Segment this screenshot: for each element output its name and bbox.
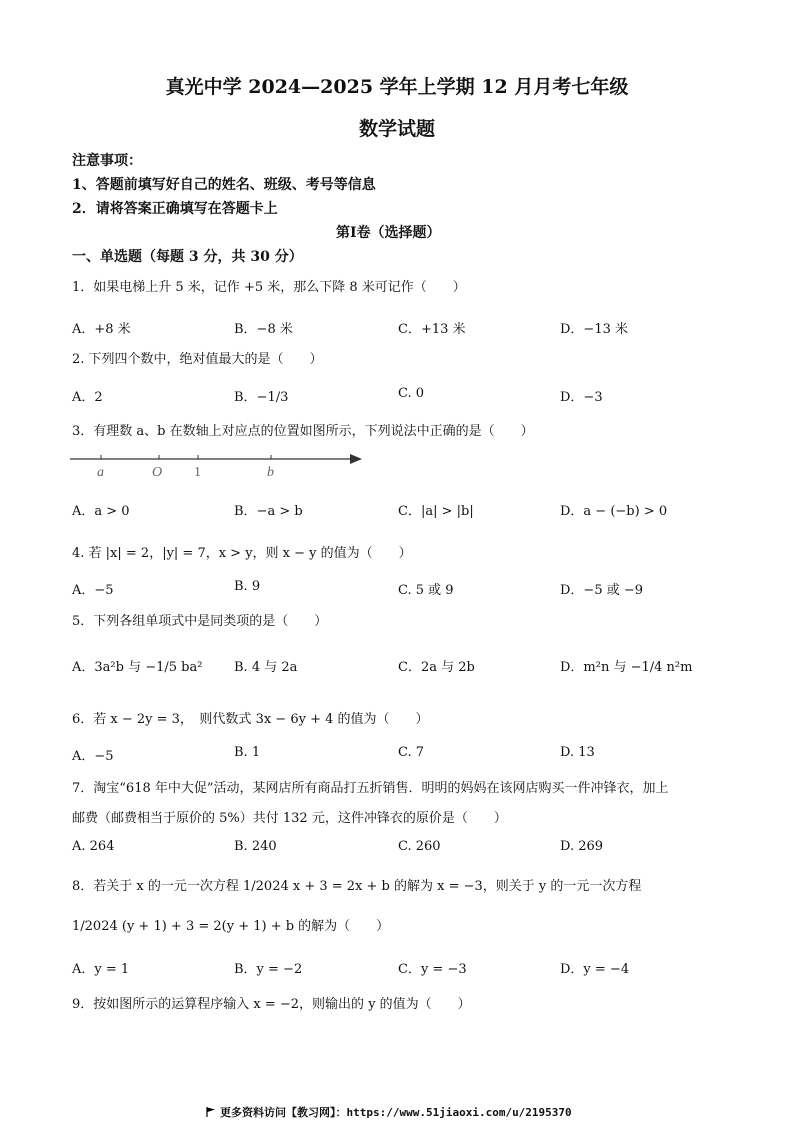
question-3-stem: 3．有理数 a、b 在数轴上对应点的位置如图所示，下列说法中正确的是（ ） [72, 424, 534, 439]
q2-option-d: D．−3 [560, 390, 603, 405]
part-heading: 一、单选题（每题 3 分，共 30 分） [72, 249, 303, 265]
q3-option-d: D．a − (−b) > 0 [560, 504, 668, 519]
q8-option-a: A．y = 1 [72, 962, 130, 977]
q1-option-c: C．+13 米 [398, 322, 466, 337]
q1-option-d: D．−13 米 [560, 322, 628, 337]
q6-option-d: D. 13 [560, 745, 595, 760]
q8-option-c: C．y = −3 [398, 962, 467, 977]
question-8-stem-line1: 8．若关于 x 的一元一次方程 1/2024 x + 3 = 2x + b 的解为 x = −3，则关于 y 的一元一次方程 [72, 879, 642, 894]
q8-option-b: B．y = −2 [234, 962, 303, 977]
q1-option-a: A．+8 米 [72, 322, 131, 337]
q2-option-a: A．2 [72, 390, 103, 405]
flag-icon [206, 1107, 216, 1117]
q4-option-a: A．−5 [72, 583, 114, 598]
q5-option-d: D．m²n 与 −1/4 n²m [560, 660, 693, 675]
q6-option-c: C. 7 [398, 745, 425, 760]
number-line-figure [70, 446, 370, 480]
q5-option-b: B. 4 与 2a [234, 660, 298, 675]
q6-option-a: A．−5 [72, 749, 114, 764]
notice-item-1: 1、答题前填写好自己的姓名、班级、考号等信息 [72, 177, 376, 193]
q8-option-d: D．y = −4 [560, 962, 630, 977]
q3-option-a: A．a > 0 [72, 504, 130, 519]
footer-link[interactable] [206, 1104, 572, 1120]
question-4-stem: 4. 若 |x| = 2，|y| = 7，x > y，则 x − y 的值为（ ） [72, 546, 412, 561]
q3-option-c: C．|a| > |b| [398, 504, 474, 519]
q2-option-c: C. 0 [398, 386, 425, 401]
notice-item-2: 2．请将答案正确填写在答题卡上 [72, 201, 278, 217]
q5-option-a: A．3a²b 与 −1/5 ba² [72, 660, 203, 675]
label-a: a [97, 465, 104, 480]
number-line-arrow-icon [350, 454, 362, 464]
q6-option-b: B. 1 [234, 745, 261, 760]
question-2-stem: 2. 下列四个数中，绝对值最大的是（ ） [72, 352, 323, 367]
notice-heading: 注意事项： [72, 153, 142, 169]
exam-subtitle: 数学试题 [358, 118, 435, 140]
footer-text: 更多资料访问【教习网】：https://www.51jiaoxi.com/u/2195370 [220, 1106, 572, 1119]
q7-option-a: A. 264 [72, 839, 115, 854]
question-6-stem: 6．若 x − 2y = 3， 则代数式 3x − 6y + 4 的值为（ ） [72, 712, 429, 727]
q7-option-d: D. 269 [560, 839, 604, 854]
exam-title: 真光中学 2024—2025 学年上学期 12 月月考七年级 [165, 76, 629, 98]
section-heading: 第Ⅰ卷（选择题） [336, 225, 441, 241]
question-5-stem: 5．下列各组单项式中是同类项的是（ ） [72, 614, 328, 629]
label-1: 1 [194, 465, 201, 480]
q5-option-c: C．2a 与 2b [398, 660, 475, 675]
q4-option-d: D．−5 或 −9 [560, 583, 644, 598]
question-9-stem: 9．按如图所示的运算程序输入 x = −2，则输出的 y 的值为（ ） [72, 997, 471, 1012]
q3-option-b: B．−a > b [234, 504, 303, 519]
q7-option-c: C. 260 [398, 839, 441, 854]
q2-option-b: B．−1/3 [234, 390, 289, 405]
q1-option-b: B．−8 米 [234, 322, 293, 337]
q4-option-b: B. 9 [234, 579, 261, 594]
question-1-stem: 1．如果电梯上升 5 米，记作 +5 米，那么下降 8 米可记作（ ） [72, 280, 466, 295]
label-o: O [152, 465, 163, 480]
question-8-stem-line2: 1/2024 (y + 1) + 3 = 2(y + 1) + b 的解为（ ） [72, 919, 390, 934]
q7-option-b: B. 240 [234, 839, 277, 854]
label-b: b [267, 465, 274, 480]
question-7-stem-line2: 邮费（邮费相当于原价的 5%）共付 132 元，这件冲锋衣的原价是（ ） [72, 811, 507, 826]
q4-option-c: C. 5 或 9 [398, 583, 454, 598]
question-7-stem-line1: 7．淘宝“618 年中大促”活动，某网店所有商品打五折销售．明明的妈妈在该网店购买一件冲锋衣，加上 [72, 781, 669, 796]
